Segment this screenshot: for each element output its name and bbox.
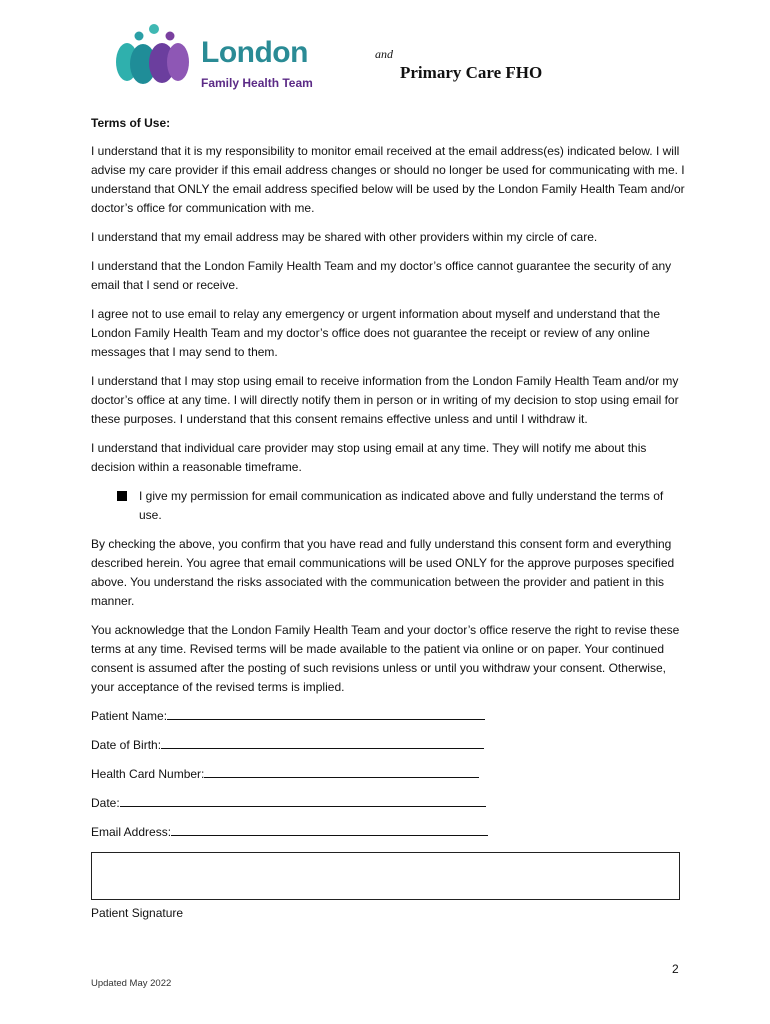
consent-form-body — [91, 114, 686, 933]
dob-label: Date of Birth: — [91, 738, 162, 752]
figures-logo-icon — [112, 22, 196, 88]
terms-paragraph: I understand that individual care provider may stop using email at any time. They will notify me about this decision within a reasonable timeframe. — [91, 441, 647, 474]
patient-name-field — [91, 707, 686, 726]
health-card-input[interactable] — [204, 765, 479, 778]
date-input[interactable] — [120, 794, 486, 807]
health-card-label: Health Card Number: — [91, 767, 205, 781]
terms-paragraph: I understand that I may stop using email to receive information from the London Family Health Team and/or my doctor’s office at any time. I will directly notify them in person or in writing of my decision to stop using email for these purposes. I understand that this consent remains effective unless and until I withdraw it. — [91, 374, 679, 426]
terms-paragraph: You acknowledge that the London Family Health Team and your doctor’s office reserve the right to revise these terms at any time. Revised terms will be made available to the patient via online or on paper. Your continued consent is assumed after the posting of such revisions unless or until you withdraw your consent. Otherwise, your acceptance of the revised terms is implied. — [91, 623, 680, 694]
dob-field — [91, 736, 686, 755]
date-field — [91, 794, 686, 813]
email-input[interactable] — [171, 823, 488, 836]
date-label: Date: — [91, 796, 120, 810]
consent-checkbox-label: I give my permission for email communication as indicated above and fully understand the terms of use. — [139, 489, 664, 522]
health-card-field — [91, 765, 686, 784]
terms-paragraph: I understand that my email address may be shared with other providers within my circle of care. — [91, 230, 598, 244]
logo-subtitle: Family Health Team — [201, 76, 313, 90]
terms-paragraph: I understand that the London Family Health Team and my doctor’s office cannot guarantee the security of any email that I send or receive. — [91, 259, 672, 292]
consent-checkbox[interactable] — [117, 491, 127, 501]
dob-input[interactable] — [161, 736, 484, 749]
terms-heading: Terms of Use: — [91, 116, 171, 130]
consent-checkbox-row — [91, 487, 686, 525]
email-label: Email Address: — [91, 825, 172, 839]
signature-box[interactable] — [91, 852, 680, 900]
updated-date: Updated May 2022 — [91, 978, 172, 989]
terms-paragraph: I agree not to use email to relay any emergency or urgent information about myself and understand that the London Family Health Team and my doctor’s office does not guarantee the receipt or review of any online messages that I may send to them. — [91, 307, 660, 359]
signature-label: Patient Signature — [91, 906, 184, 920]
page-number: 2 — [672, 962, 679, 976]
header-and: and — [375, 47, 393, 61]
terms-paragraph: By checking the above, you confirm that you have read and fully understand this consent form and everything described herein. You agree that email communications will be used ONLY for the approve purposes specified above. You understand the risks associated with the communication between the provider and patient in this manner. — [91, 537, 675, 608]
london-fht-logo — [112, 22, 332, 92]
terms-paragraph: I understand that it is my responsibility to monitor email received at the email address(es) indicated below. I will advise my care provider if this email address changes or should no longer be used for communicating with me. I understand that ONLY the email address specified below will be used by the London Family Health Team and/or doctor’s office for communication with me. — [91, 144, 685, 215]
patient-name-input[interactable] — [167, 707, 485, 720]
email-field — [91, 823, 686, 842]
header-fho-title: Primary Care FHO — [400, 63, 543, 82]
logo-wordmark: London — [201, 36, 308, 69]
patient-name-label: Patient Name: — [91, 709, 168, 723]
